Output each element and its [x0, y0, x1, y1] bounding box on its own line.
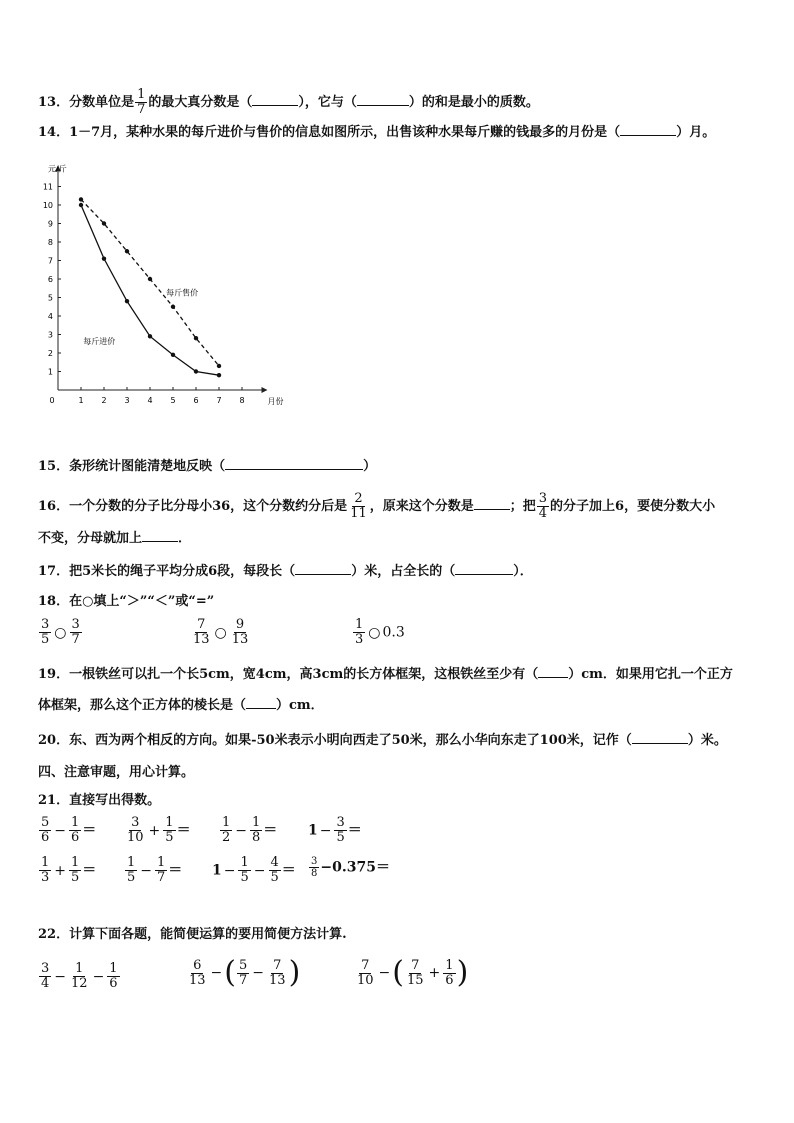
compare-circle[interactable]: ○	[54, 624, 67, 641]
y-tick-label: 2	[47, 349, 53, 358]
compare-item: $\frac{3}{5}$ ○ $\frac{3}{7}$	[41, 617, 80, 647]
question-20: 20．东、西为两个相反的方向。如果-50米表示小明向西走了50米，那么小华向东走了100米，记作（ ）米。	[38, 733, 727, 748]
answer-blank[interactable]	[295, 574, 351, 575]
x-tick-label: 3	[124, 396, 130, 405]
calc-item: $\frac{5}{6}$ − $\frac{1}{6}$ ＝	[41, 815, 97, 845]
answer-blank[interactable]	[474, 509, 510, 510]
y-tick-label: 3	[47, 330, 53, 340]
x-tick-label: 7	[216, 396, 222, 405]
calc-expression: $\frac{7}{10}$ −( $\frac{7}{15}$ + $\frac{1}{6}$ )	[357, 955, 469, 990]
y-tick-label: 11	[42, 182, 53, 192]
y-tick-label: 10	[42, 201, 53, 210]
data-point	[171, 305, 175, 309]
data-point	[217, 373, 221, 377]
x-axis-arrow	[262, 387, 268, 393]
answer-blank[interactable]	[357, 105, 409, 106]
question-21: 21．直接写出得数。	[38, 793, 161, 808]
data-point	[102, 221, 106, 225]
y-tick-label: 1	[47, 367, 53, 377]
answer-blank[interactable]	[632, 743, 688, 744]
answer-blank[interactable]	[455, 574, 513, 575]
calc-item: $\frac{3}{10}$ + $\frac{1}{5}$ ＝	[127, 815, 191, 845]
answer-blank[interactable]	[538, 677, 568, 678]
answer-blank[interactable]	[246, 708, 276, 709]
y-tick-label: 8	[47, 238, 53, 247]
fraction: $\frac{2}{11}$	[350, 491, 367, 521]
question-19: 19．一根铁丝可以扎一个长5cm，宽4cm，高3cm的长方体框架，这根铁丝至少有（ ）cm．如果用它扎一个正方	[38, 667, 733, 682]
series-label-sell: 每斤售价	[166, 288, 199, 298]
series-label-buy: 每斤进价	[83, 336, 116, 346]
data-point	[148, 334, 152, 338]
y-tick-label: 9	[47, 219, 53, 229]
x-tick-label: 8	[239, 396, 245, 405]
question-16-line2: 不变，分母就加上 ．	[38, 531, 192, 546]
data-point	[125, 299, 129, 303]
question-19-line2: 体框架，那么这个正方体的棱长是（ ）cm．	[38, 698, 324, 713]
data-point	[194, 369, 198, 373]
x-tick-label: 5	[170, 396, 176, 405]
x-tick-label: 6	[193, 396, 199, 405]
y-tick-label: 7	[47, 256, 53, 266]
x-tick-label: 1	[78, 396, 84, 405]
x-tick-label: 2	[101, 396, 107, 405]
price-chart	[38, 155, 298, 415]
data-point	[171, 353, 175, 357]
question-18: 18．在○填上“＞”“＜”或“=”	[38, 594, 215, 609]
answer-blank[interactable]	[252, 105, 298, 106]
x-tick-label: 4	[147, 396, 153, 405]
data-point	[125, 249, 129, 253]
data-point	[79, 203, 83, 207]
calc-item: $\frac{1}{3}$ + $\frac{1}{5}$ ＝	[41, 855, 97, 885]
question-15: 15．条形统计图能清楚地反映（ ）	[38, 459, 377, 474]
section-heading: 四、注意审题，用心计算。	[38, 765, 195, 780]
compare-item: $\frac{7}{13}$ ○ $\frac{9}{13}$	[193, 617, 249, 647]
compare-circle[interactable]: ○	[368, 624, 381, 641]
series-line-2	[81, 205, 219, 375]
calc-expression: $\frac{3}{4}$ − $\frac{1}{12}$ − $\frac{1}{6}$	[41, 961, 118, 991]
question-22: 22．计算下面各题，能简便运算的要用简便方法计算.	[38, 927, 347, 942]
data-point	[79, 197, 83, 201]
calc-item: $\frac{1}{5}$ − $\frac{1}{7}$ ＝	[127, 855, 183, 885]
answer-blank[interactable]	[225, 469, 363, 470]
calc-expression: $\frac{6}{13}$ −( $\frac{5}{7}$ − $\frac{7}{13}$ )	[189, 955, 301, 990]
question-14: 14．1－7月，某种水果的每斤进价与售价的信息如图所示，出售该种水果每斤赚的钱最多的月份是（ ）月。	[38, 125, 716, 140]
answer-blank[interactable]	[142, 541, 178, 542]
answer-blank[interactable]	[620, 135, 676, 136]
data-point	[148, 277, 152, 281]
calc-item: $\frac{1}{2}$ − $\frac{1}{8}$ ＝	[222, 815, 278, 845]
y-tick-label: 5	[47, 293, 53, 303]
calc-item: $\frac{3}{8}$ −0.375＝	[311, 856, 390, 879]
x-tick-label: 0	[49, 396, 55, 405]
question-17: 17．把5米长的绳子平均分成6段，每段长（ ）米，占全长的（ ）．	[38, 564, 533, 579]
calc-item: 1 − $\frac{1}{5}$ − $\frac{4}{5}$ ＝	[212, 855, 296, 885]
y-axis-label: 元/斤	[48, 164, 67, 174]
compare-item: $\frac{1}{3}$ ○ 0.3	[355, 617, 405, 647]
data-point	[194, 336, 198, 340]
y-tick-label: 4	[47, 312, 53, 321]
fraction: $\frac{1}{7}$	[137, 87, 146, 117]
question-16: 16．一个分数的分子比分母小36，这个分数约分后是 $\frac{2}{11}$ ，原来这个分数是 ；把 $\frac{3}{4}$ 的分子加上6，要使分数大小	[38, 491, 716, 521]
x-axis-label: 月份	[267, 397, 284, 406]
data-point	[217, 364, 221, 368]
question-13: 13．分数单位是 $\frac{1}{7}$ 的最大真分数是（ ），它与（ ）的和是最小的质数。	[38, 87, 539, 117]
fraction: $\frac{3}{4}$	[538, 491, 548, 521]
calc-item: 1 − $\frac{3}{5}$ ＝	[308, 815, 362, 845]
compare-circle[interactable]: ○	[214, 624, 227, 641]
data-point	[102, 256, 106, 260]
y-tick-label: 6	[47, 275, 53, 284]
